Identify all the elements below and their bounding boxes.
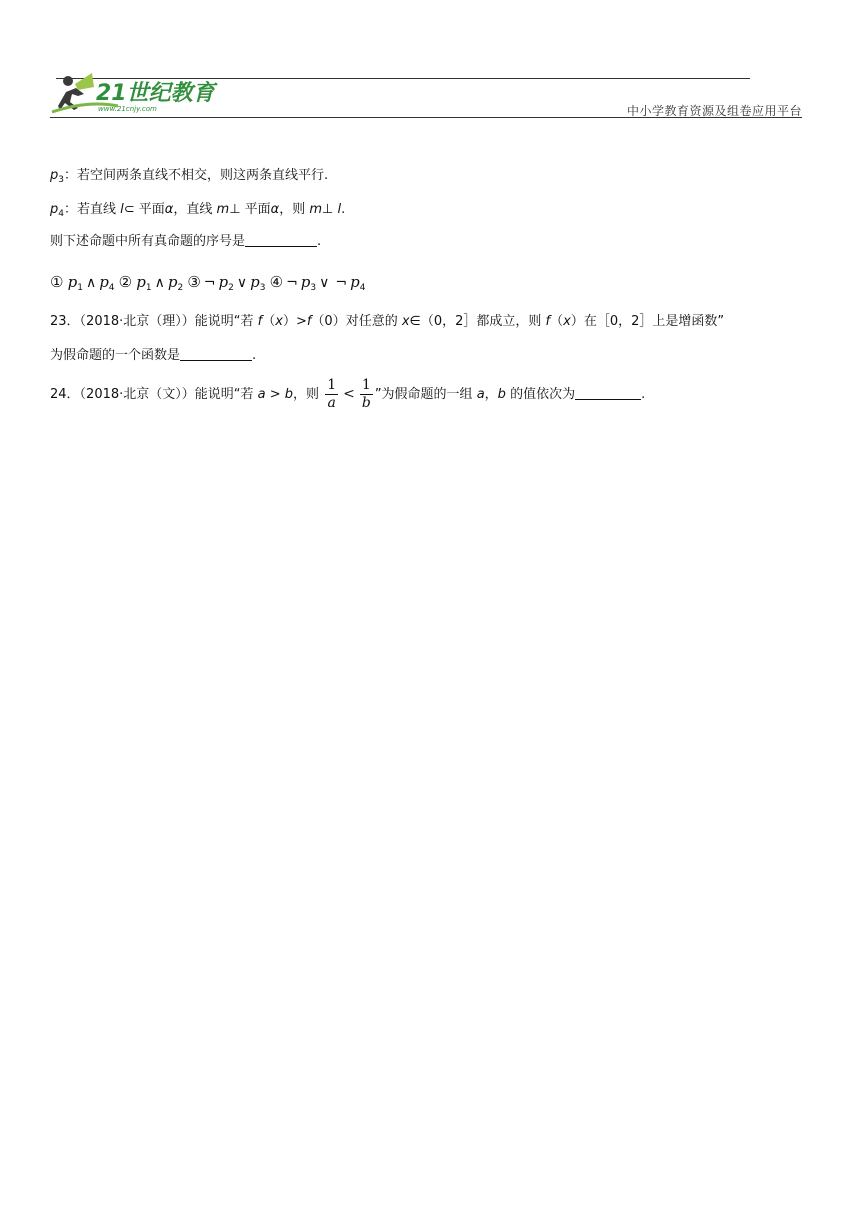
platform-tagline: 中小学教育资源及组卷应用平台	[626, 104, 802, 118]
fraction-b-numerator: 1	[361, 377, 371, 393]
option-4-marker: ④	[269, 273, 284, 291]
p4-text-2: ⊂ 平面	[123, 202, 165, 217]
fraction-a-denominator: a	[327, 395, 336, 411]
p4-label: p	[50, 202, 59, 217]
q24-tail: 的值依次为	[505, 387, 576, 402]
question-text: 则下述命题中所有真命题的序号是	[50, 234, 246, 249]
q23-answer-blank	[180, 346, 252, 361]
option-4-p4-sub: 4	[359, 283, 366, 293]
p4-var-m-2: m	[309, 202, 323, 217]
p4-text-7: .	[341, 202, 346, 217]
p4-var-m: m	[216, 202, 230, 217]
option-4-p3: p	[300, 273, 311, 291]
p4-var-l: l	[120, 202, 124, 217]
q23-text-1: （	[262, 314, 276, 329]
option-2-p2-sub: 2	[177, 283, 184, 293]
q24-source: （2018·北京（文））能说明“若	[79, 387, 258, 402]
q24-var-b: b	[284, 387, 294, 402]
q24-var-a-2: a	[476, 387, 485, 402]
option-2-p1-sub: 1	[145, 283, 152, 293]
fraction-1-over-a	[325, 377, 338, 412]
q23-end: .	[252, 348, 257, 363]
option-3-p3: p	[250, 273, 260, 291]
q24-var-b-2: b	[497, 387, 506, 402]
answer-blank	[245, 232, 317, 247]
p4-text-5: ，则	[279, 202, 310, 217]
p4-text-4: ⊥ 平面	[229, 202, 271, 217]
question-23-line-2	[50, 346, 256, 366]
q23-f-2: f	[306, 314, 312, 329]
option-1-p1-sub: 1	[77, 283, 83, 293]
q24-gt: >	[265, 387, 285, 402]
q23-text-4: ∈（0，2］都成立，则	[409, 314, 546, 329]
p3-label: p	[50, 168, 59, 183]
question-24	[50, 372, 645, 417]
option-3-p2: p	[218, 273, 229, 291]
q23-text-6: ）在［0，2］上是增函数”	[570, 314, 725, 329]
q24-lt: <	[343, 386, 355, 402]
q24-var-a: a	[257, 387, 266, 402]
option-3-marker: ③	[187, 273, 201, 291]
q24-number: 24．	[50, 387, 80, 402]
option-1-and: ∧	[85, 275, 97, 291]
option-2-p1: p	[136, 273, 146, 291]
option-3-p3-sub: 3	[259, 283, 266, 293]
proposition-p4	[50, 200, 345, 224]
q24-answer-blank	[575, 385, 641, 400]
q24-text-after: ”为假命题的一组	[374, 387, 477, 402]
q23-f-3: f	[545, 314, 551, 329]
fraction-1-over-b	[360, 377, 373, 412]
q24-comma: ，	[484, 387, 498, 402]
p4-var-alpha-2: α	[270, 202, 280, 217]
p3-subscript: 3	[58, 175, 64, 185]
option-4-p3-sub: 3	[310, 283, 317, 293]
option-1-marker: ①	[50, 273, 64, 291]
fraction-a-numerator: 1	[327, 377, 337, 393]
fraction-b-denominator: b	[361, 395, 371, 411]
proposition-p3	[50, 166, 328, 190]
option-3-not: ¬	[203, 275, 216, 291]
answer-options	[50, 272, 365, 298]
p3-text: ：若空间两条直线不相交，则这两条直线平行.	[64, 168, 329, 183]
q23-x-3: x	[563, 314, 571, 329]
q23-source: （2018·北京（理））能说明“若	[79, 314, 258, 329]
q24-end: .	[641, 387, 646, 402]
logo-wordmark: 21世纪教育	[96, 81, 215, 106]
option-4-not-2: ¬	[335, 275, 348, 291]
option-1-p4-sub: 4	[108, 283, 115, 293]
option-3-p2-sub: 2	[228, 283, 234, 293]
p4-text-6: ⊥	[322, 202, 338, 217]
q23-number: 23．	[50, 314, 80, 329]
logo-url: www.21cnjy.com	[98, 105, 157, 113]
q24-then: ，则	[293, 387, 324, 402]
q23-text-line2: 为假命题的一个函数是	[50, 348, 181, 363]
page-header	[0, 0, 860, 130]
question-end: .	[317, 234, 322, 249]
option-2-p2: p	[167, 273, 178, 291]
question-prompt	[50, 232, 321, 252]
option-1-p1: p	[67, 273, 78, 291]
header-bottom-rule	[50, 117, 802, 118]
q23-f-1: f	[257, 314, 263, 329]
p4-text-3: ，直线	[173, 202, 217, 217]
p4-var-l-2: l	[337, 202, 342, 217]
p4-text-1: ：若直线	[64, 202, 121, 217]
p4-var-alpha: α	[164, 202, 174, 217]
q23-text-5: （	[550, 314, 564, 329]
site-logo	[48, 70, 218, 116]
option-4-p4: p	[350, 273, 360, 291]
option-4-or: ∨	[319, 275, 330, 291]
q23-text-2: ）>	[282, 314, 307, 329]
option-4-not: ¬	[286, 275, 298, 291]
q23-x-2: x	[401, 314, 410, 329]
option-2-and: ∧	[154, 275, 165, 291]
question-23-line-1	[50, 312, 724, 332]
q23-text-3: （0）对任意的	[311, 314, 402, 329]
p4-subscript: 4	[58, 209, 64, 219]
option-2-marker: ②	[118, 273, 133, 291]
option-1-p4: p	[99, 273, 109, 291]
option-3-or: ∨	[236, 275, 248, 291]
q23-x-1: x	[275, 314, 283, 329]
